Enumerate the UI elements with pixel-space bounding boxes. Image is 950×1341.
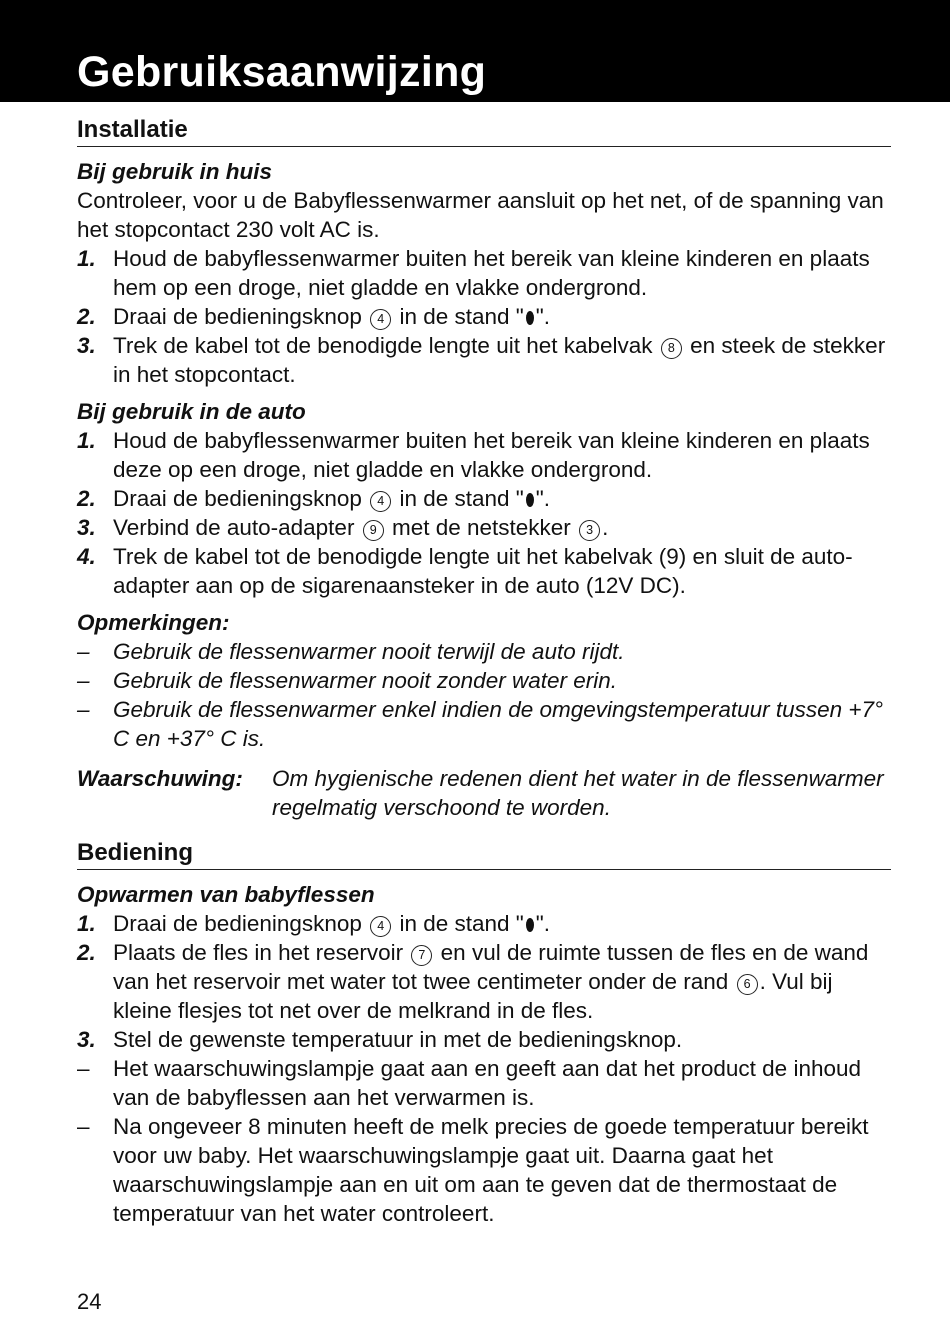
list-item	[77, 1025, 891, 1054]
reference-number-badge: 6	[737, 974, 758, 995]
subheading-huis: Bij gebruik in huis	[77, 159, 273, 184]
page-number: 24	[77, 1289, 102, 1314]
step-number: 1.	[77, 911, 96, 936]
list-item	[77, 938, 891, 1025]
step-number: 2.	[77, 940, 96, 965]
intro-paragraph: Controleer, voor u de Babyflessenwarmer aansluit op het net, of de spanning van het stopcontact 230 volt AC is.	[77, 188, 884, 242]
reference-number-badge: 4	[370, 309, 391, 330]
list-item	[77, 302, 891, 331]
step-text: Houd de babyflessenwarmer buiten het bereik van kleine kinderen en plaats deze op een droge, niet gladde en vlakke ondergrond.	[113, 428, 870, 482]
reference-number-badge: 4	[370, 916, 391, 937]
dial-position-icon	[526, 918, 534, 932]
list-item	[77, 637, 891, 666]
list-item	[77, 484, 891, 513]
step-text: Stel de gewenste temperatuur in met de bedieningsknop.	[113, 1027, 683, 1052]
manual-content	[77, 114, 891, 1228]
dash-marker: –	[77, 1056, 90, 1081]
title-banner	[0, 0, 950, 102]
reference-number-badge: 3	[579, 520, 600, 541]
note-text: Na ongeveer 8 minuten heeft de melk precies de goede temperatuur bereikt voor uw baby. Het waarschuwingslampje gaat uit. Daarna gaat het waarschuwingslampje aan en uit om aan te geven dat de thermostaat de temperatuur van het water controleert.	[113, 1114, 869, 1226]
page-title: Gebruiksaanwijzing	[77, 48, 487, 96]
step-text: Verbind de auto-adapter 9 met de netstekker 3 .	[113, 515, 609, 540]
step-number: 1.	[77, 428, 96, 453]
step-number: 4.	[77, 544, 96, 569]
step-text: Draai de bedieningsknop 4 in de stand " ".	[113, 911, 551, 936]
dial-position-icon	[526, 311, 534, 325]
list-item	[77, 666, 891, 695]
list-item	[77, 331, 891, 389]
note-text: Het waarschuwingslampje gaat aan en geeft aan dat het product de inhoud van de babyflessen aan het verwarmen is.	[113, 1056, 862, 1110]
note-text: Gebruik de flessenwarmer nooit terwijl de auto rijdt.	[113, 639, 625, 664]
section-heading-installatie: Installatie	[77, 114, 891, 147]
step-number: 2.	[77, 304, 96, 329]
reference-number-badge: 8	[661, 338, 682, 359]
list-item	[77, 513, 891, 542]
list-item	[77, 244, 891, 302]
reference-number-badge: 4	[370, 491, 391, 512]
step-text: Plaats de fles in het reservoir 7 en vul de ruimte tussen de fles en de wand van het reservoir met water tot twee centimeter onder de rand 6 . Vul bij kleine flesjes tot net over de melkrand in de fles.	[113, 940, 869, 1023]
step-text: Draai de bedieningsknop 4 in de stand " ".	[113, 486, 551, 511]
subheading-opmerkingen: Opmerkingen:	[77, 610, 230, 635]
step-number: 3.	[77, 515, 96, 540]
section-heading-bediening: Bediening	[77, 837, 891, 870]
reference-number-badge: 9	[363, 520, 384, 541]
dash-marker: –	[77, 639, 90, 664]
list-item	[77, 542, 891, 600]
step-text: Trek de kabel tot de benodigde lengte uit het kabelvak 8 en steek de stekker in het stopcontact.	[113, 333, 886, 387]
list-item	[77, 909, 891, 938]
reference-number-badge: 7	[411, 945, 432, 966]
subheading-auto: Bij gebruik in de auto	[77, 399, 306, 424]
step-text: Houd de babyflessenwarmer buiten het bereik van kleine kinderen en plaats hem op een droge, niet gladde en vlakke ondergrond.	[113, 246, 870, 300]
list-item	[77, 1112, 891, 1228]
warning-text: Om hygienische redenen dient het water in de flessenwarmer regelmatig verschoond te worden.	[272, 766, 884, 820]
note-text: Gebruik de flessenwarmer nooit zonder water erin.	[113, 668, 617, 693]
step-number: 3.	[77, 1027, 96, 1052]
list-item	[77, 695, 891, 753]
warning-label: Waarschuwing:	[77, 766, 243, 791]
dash-marker: –	[77, 668, 90, 693]
dial-position-icon	[526, 493, 534, 507]
dash-marker: –	[77, 1114, 90, 1139]
step-text: Trek de kabel tot de benodigde lengte uit het kabelvak (9) en sluit de auto-adapter aan op de sigarenaansteker in de auto (12V DC).	[113, 544, 853, 598]
warning-block	[77, 764, 891, 822]
list-item	[77, 1054, 891, 1112]
step-number: 1.	[77, 246, 96, 271]
step-text: Draai de bedieningsknop 4 in de stand " ".	[113, 304, 551, 329]
subheading-opwarmen: Opwarmen van babyflessen	[77, 882, 375, 907]
step-number: 2.	[77, 486, 96, 511]
dash-marker: –	[77, 697, 90, 722]
note-text: Gebruik de flessenwarmer enkel indien de omgevingstemperatuur tussen +7° C en +37° C is.	[113, 697, 884, 751]
list-item	[77, 426, 891, 484]
step-number: 3.	[77, 333, 96, 358]
